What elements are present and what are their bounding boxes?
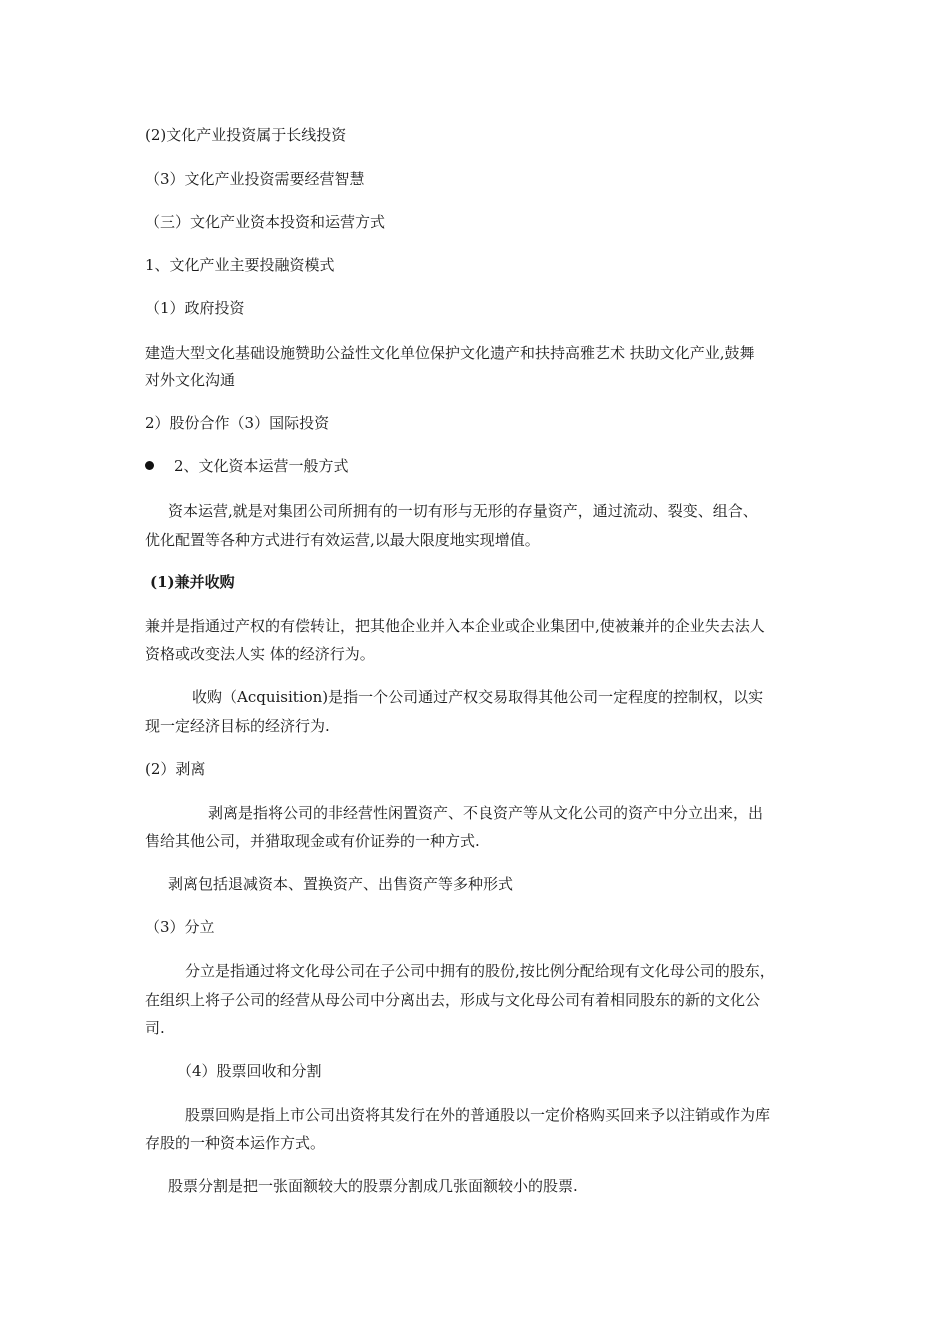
heading-divestiture: (2）剥离 [145,760,206,778]
heading-capital-investment-operation: （三）文化产业资本投资和运营方式 [145,213,386,231]
paragraph-acquisition-line1: 收购（Acquisition)是指一个公司通过产权交易取得其他公司一定程度的控制权，以实 [192,688,764,706]
paragraph-acquisition-line2: 现一定经济目标的经济行为. [145,717,330,735]
paragraph-capital-operation-line2: 优化配置等各种方式进行有效运营,以最大限度地实现增值。 [145,531,540,549]
heading-long-term-investment: (2)文化产业投资属于长线投资 [145,126,347,144]
heading-investment-financing-modes: 1、文化产业主要投融资模式 [145,256,335,274]
paragraph-spin-off-line2: 在组织上将子公司的经营从母公司中分离出去，形成与文化母公司有着相同股东的新的文化公 [145,991,761,1009]
paragraph-divestiture-line1: 剥离是指将公司的非经营性闲置资产、不良资产等从文化公司的资产中分立出来，出 [208,804,764,822]
heading-government-investment: （1）政府投资 [145,299,245,317]
paragraph-spin-off-line1: 分立是指通过将文化母公司在子公司中拥有的股份,按比例分配给现有文化母公司的股东， [185,962,775,980]
heading-share-cooperation: 2）股份合作（3）国际投资 [145,414,330,432]
heading-stock-repurchase-split: （4）股票回收和分割 [177,1062,322,1080]
paragraph-divestiture-forms: 剥离包括退减资本、置换资产、出售资产等多种形式 [168,875,514,893]
paragraph-government-investment-line1: 建造大型文化基础设施赞助公益性文化单位保护文化遗产和扶持高雅艺术 扶助文化产业,鼓舞 [145,344,755,362]
paragraph-repurchase-line2: 存股的一种资本运作方式。 [145,1134,326,1152]
heading-management-wisdom: （3）文化产业投资需要经营智慧 [145,170,365,188]
paragraph-stock-split: 股票分割是把一张面额较大的股票分割成几张面额较小的股票. [168,1177,578,1195]
paragraph-merger-line1: 兼并是指通过产权的有偿转让，把其他企业并入本企业或企业集团中,使被兼并的企业失去法人 [145,617,765,635]
paragraph-capital-operation-line1: 资本运营,就是对集团公司所拥有的一切有形与无形的存量资产，通过流动、裂变、组合、 [168,502,758,520]
paragraph-divestiture-line2: 售给其他公司，并猎取现金或有价证券的一种方式. [145,832,480,850]
paragraph-government-investment-line2: 对外文化沟通 [145,371,236,389]
paragraph-spin-off-line3: 司. [145,1019,165,1037]
heading-spin-off: （3）分立 [145,918,215,936]
bullet-icon [145,461,154,470]
heading-mergers-acquisitions: (1)兼并收购 [150,573,235,591]
paragraph-merger-line2: 资格或改变法人实 体的经济行为。 [145,645,375,663]
paragraph-repurchase-line1: 股票回购是指上市公司出资将其发行在外的普通股以一定价格购买回来予以注销或作为库 [185,1106,771,1124]
bullet-item-label: 2、文化资本运营一般方式 [174,457,349,475]
bullet-item-capital-operation [145,452,810,481]
